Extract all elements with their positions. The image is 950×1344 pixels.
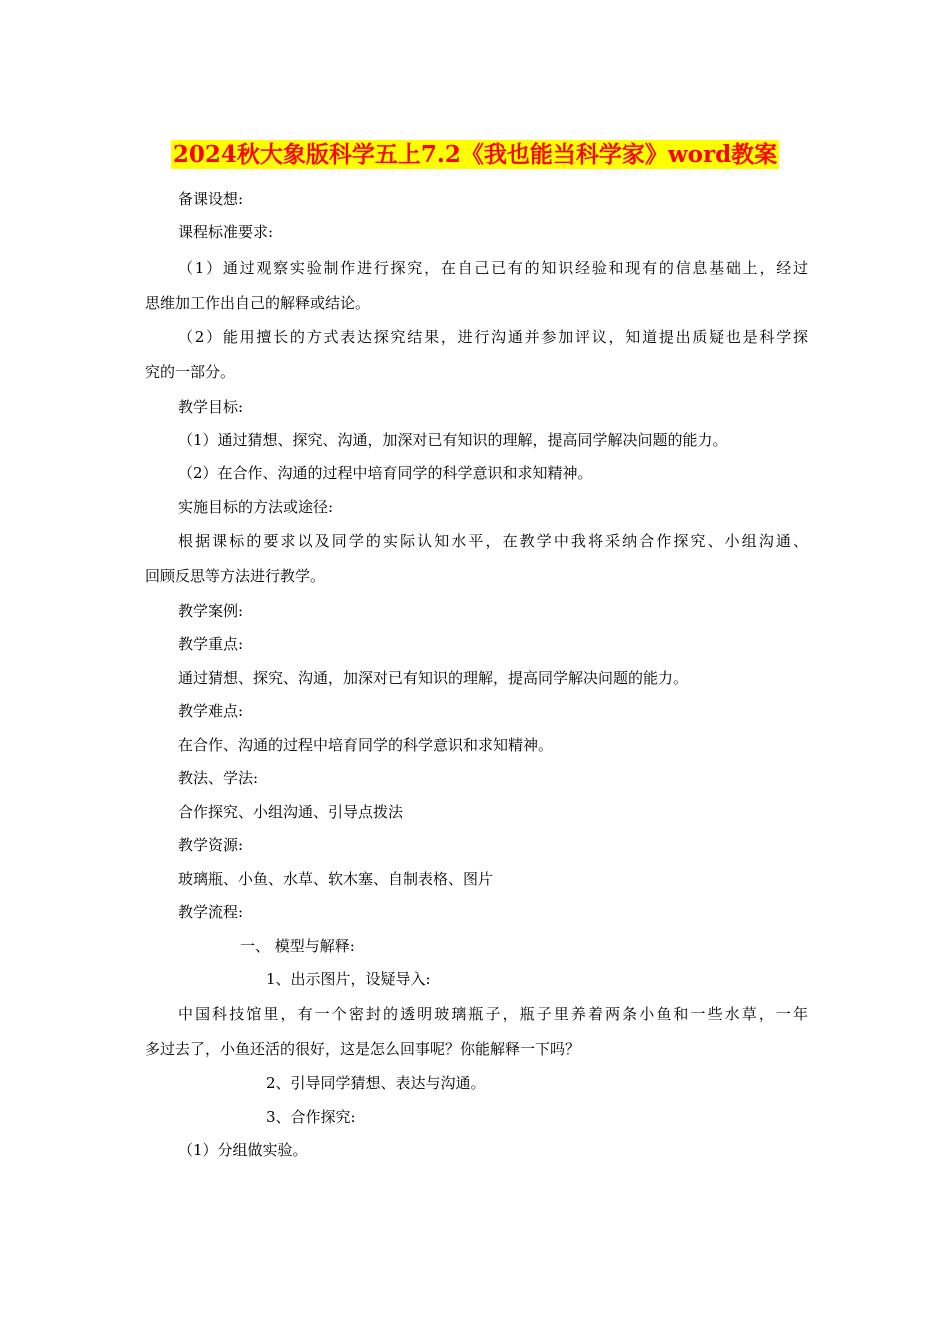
paragraph-line: 玻璃瓶、小鱼、水草、软木塞、自制表格、图片 [178,870,494,888]
paragraph-line: 思维加工作出自己的解释或结论。 [145,294,371,312]
paragraph-line: 通过猜想、探究、沟通，加深对已有知识的理解，提高同学解决问题的能力。 [178,669,689,687]
heading-resources: 教学资源: [178,836,244,854]
heading-prep: 备课设想: [178,190,244,208]
paragraph-line: 在合作、沟通的过程中培育同学的科学意识和求知精神。 [178,736,554,754]
heading-curriculum: 课程标准要求: [178,223,274,241]
paragraph-line: 根据课标的要求以及同学的实际认知水平，在教学中我将采纳合作探究、小组沟通、 [178,532,808,550]
heading-difficulties: 教学难点: [178,702,244,720]
paragraph-line: （1）通过观察实验制作进行探究，在自己已有的知识经验和现有的信息基础上，经过 [178,259,808,277]
heading-process: 教学流程: [178,903,244,921]
section-heading: 一、 模型与解释: [240,937,355,955]
paragraph-line: （1）通过猜想、探究、沟通，加深对已有知识的理解，提高同学解决问题的能力。 [178,431,728,449]
heading-objectives: 教学目标: [178,398,244,416]
document-title-text: 2024秋大象版科学五上7.2《我也能当科学家》word教案 [172,141,778,168]
paragraph-line: 中国科技馆里，有一个密封的透明玻璃瓶子，瓶子里养着两条小鱼和一些水草，一年 [178,1005,808,1023]
paragraph-line: 多过去了，小鱼还活的很好，这是怎么回事呢？你能解释一下吗？ [145,1040,581,1058]
paragraph-line: （2）在合作、沟通的过程中培育同学的科学意识和求知精神。 [178,464,593,482]
paragraph-line: 究的一部分。 [145,363,236,381]
paragraph-line: （1）分组做实验。 [178,1141,308,1159]
heading-teaching-methods: 教法、学法: [178,769,259,787]
paragraph-line: 回顾反思等方法进行教学。 [145,567,326,585]
paragraph-line: 合作探究、小组沟通、引导点拨法 [178,803,404,821]
heading-methods: 实施目标的方法或途径: [178,498,334,516]
document-title [0,134,950,172]
step-heading: 2、引导同学猜想、表达与沟通。 [266,1074,486,1092]
heading-key-points: 教学重点: [178,635,244,653]
paragraph-line: （2）能用擅长的方式表达探究结果，进行沟通并参加评议，知道提出质疑也是科学探 [178,328,808,346]
step-heading: 1、出示图片，设疑导入: [266,970,431,988]
heading-case: 教学案例: [178,602,244,620]
step-heading: 3、合作探究: [266,1108,356,1126]
